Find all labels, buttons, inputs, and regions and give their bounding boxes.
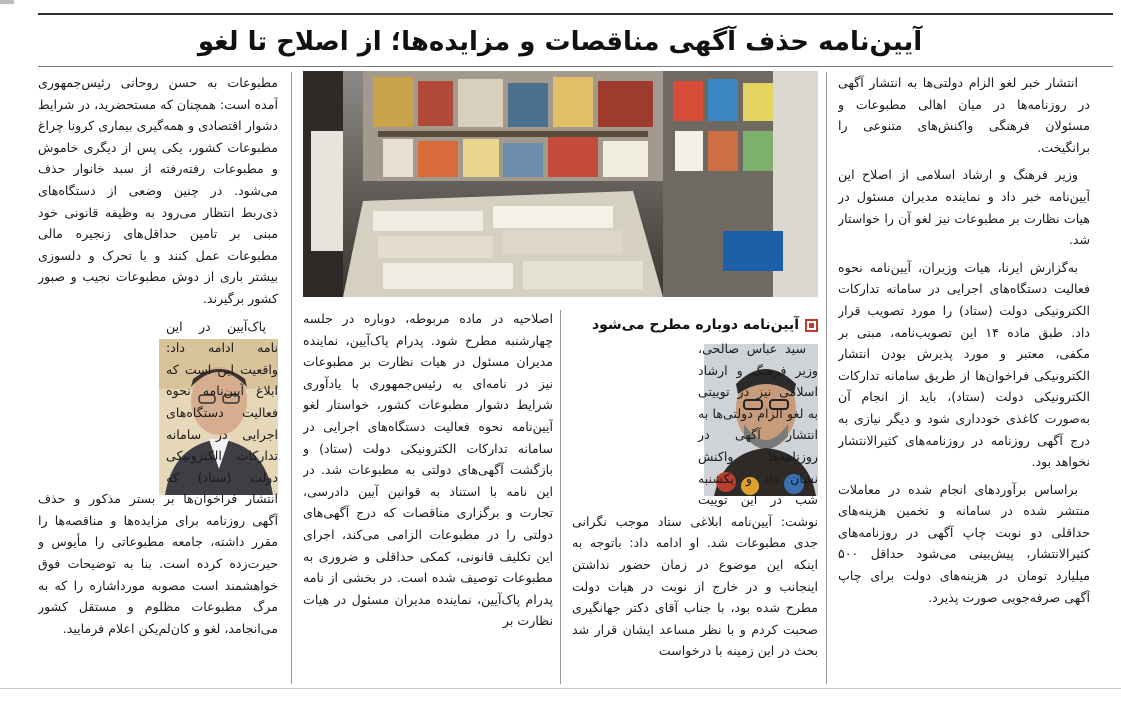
column-divider xyxy=(826,72,827,684)
column-divider xyxy=(560,310,561,684)
top-left-mark xyxy=(0,0,14,4)
square-bullet-icon xyxy=(805,319,818,332)
article-column-mid-right xyxy=(572,338,818,678)
paragraph: براساس برآوردهای انجام شده در معاملات منتشر شده در سامانه و تخمین هزینه‌های حداقلی دو نوبت چاپ آگهی در روزنامه‌های کثیرالانتشار، پیش‌بینی می‌شود حداقل ۵۰۰ میلیارد تومان در هزینه‌های دولت برای چاپ آگهی صرفه‌جویی صورت پذیرد. xyxy=(838,481,1090,605)
paragraph: به‌گزارش ایرنا، هیات وزیران، آیین‌نامه نحوه فعالیت دستگاه‌های اجرایی در سامانه تدارکات الکترونیکی دولت (ستاد) را مورد تصویب قرار داد. طبق ماده ۱۴ این تصویب‌نامه، مبنی بر مکفی، معتبر و مورد پذیرش بودن انتشار الکترونیکی فراخوان‌ها از طریق سامانه تدارکات الکترونیکی دولت (ستاد)، باید از انجام آن به‌صورت کاغذی خودداری شود و دیگر نیازی به درج آگهی روزنامه در روزنامه‌های کثیرالانتشار نخواهد بود. xyxy=(838,259,1090,470)
paragraph: مطبوعات به حسن روحانی رئیس‌جمهوری آمده است: همچنان که مستحضرید، در شرایط دشوار اقتصادی و همه‌گیری بیماری کرونا چراغ مطبوعات کشور، یکی پس از دیگری خاموش و مطبوعات رفته‌رفته از سبد خانوار حذف می‌شود. در چنین وضعی از دستگاه‌های ذی‌ربط انتظار می‌رود به وظیفه قانونی خود مبنی بر تامین حداقل‌های زنجیره مالی مطبوعات عمل کنند و با تحرک و دلسوزی بیشتر باری از دوش مطبوعات نجیب و صبور کشور برگیرند. xyxy=(38,75,278,306)
portrait-float-space xyxy=(572,338,698,498)
paragraph: اصلاحیه در ماده مربوطه، دوباره در جلسه چهارشنبه مطرح شود. پدرام پاک‌آیین، نماینده مدیران مسئول در هیات نظارت بر مطبوعات نیز در نامه‌ای به رئیس‌جمهوری با یادآوری شرایط دشوار مطبوعات کشور، خواستار لغو آیین‌نامه نحوه فعالیت دستگاه‌های اجرایی در سامانه تدارکات الکترونیکی دولت (ستاد) و بازگشت آگهی‌های دولتی به مطبوعات شد. در این نامه با استناد به قوانین آیین دادرسی، تجارت و برگزاری مناقصات که درج آگهی‌های دولتی را در مطبوعات الزامی می‌کند، اجرای این تکلیف قانونی، کمکی حداقلی و ضروری به مطبوعات توصیف شده است. در بخشی از نامه پدرام پاک‌آیین، نماینده مدیران مسئول در هیات نظارت بر xyxy=(303,311,553,629)
bottom-edge xyxy=(0,688,1121,689)
article-column-right xyxy=(838,72,1090,690)
article-column-left xyxy=(38,72,278,684)
top-rule xyxy=(38,13,1113,15)
headline-underline xyxy=(38,66,1113,67)
column-divider xyxy=(291,72,292,684)
newsstand-photo xyxy=(303,71,818,297)
portrait-float-space xyxy=(38,316,166,476)
paragraph: وزیر فرهنگ و ارشاد اسلامی از اصلاح این آیین‌نامه خبر داد و نماینده مدیران مسئول در هیات نظارت بر مطبوعات نیز لغو آن را خواستار شد. xyxy=(838,167,1090,248)
page-headline: آیین‌نامه حذف آگهی مناقصات و مزایده‌ها؛ از اصلاح تا لغو xyxy=(197,27,923,57)
subheading-text: آیین‌نامه دوباره مطرح می‌شود xyxy=(591,317,799,333)
article-column-mid-left xyxy=(303,308,553,678)
section-subheading xyxy=(572,314,818,336)
paragraph: پاک‌آیین در این نامه ادامه داد: واقعیت این است که ابلاغ آیین‌نامه نحوه فعالیت دستگاه‌های اجرایی در سامانه تدارکات الکترونیکی دولت (ستاد) که انتشار فراخوان‌ها بر بستر مذکور و حذف آگهی روزنامه برای مزایده‌ها و مناقصه‌ها را مقرر داشته، جامعه مطبوعاتی را مأیوس و حیرت‌زده کرده است. بنا به توضیحات فوق خواهشمند است مصوبه مورداشاره را که به مرگ مطبوعات مظلوم و مستقل کشور می‌انجامد، لغو و کان‌لم‌یکن اعلام فرمایید. xyxy=(38,318,278,636)
paragraph: انتشار خبر لغو الزام دولتی‌ها به انتشار آگهی در روزنامه‌ها در میان اهالی مطبوعات و مسئولان فرهنگی واکنش‌های متنوعی را برانگیخت. xyxy=(838,75,1090,155)
paragraph: سید عباس صالحی، وزیر فرهنگ و ارشاد اسلامی نیز در توییتی به لغو الزام دولتی‌ها به انتشار آگهی در روزنامه‌ها واکنش نشان داد و یکشنبه شب در این توییت نوشت: آیین‌نامه ابلاغی ستاد موجب نگرانی جدی مطبوعات شد. او ادامه داد: باتوجه به اینکه این موضوع در زمان حضور نداشتن اینجانب و در خارج از نوبت در هیات دولت مطرح شده بود، با جناب آقای دکتر جهانگیری صحبت کردم و با نظر مساعد ایشان قرار شد بحث در این زمینه با درخواست xyxy=(572,341,818,659)
